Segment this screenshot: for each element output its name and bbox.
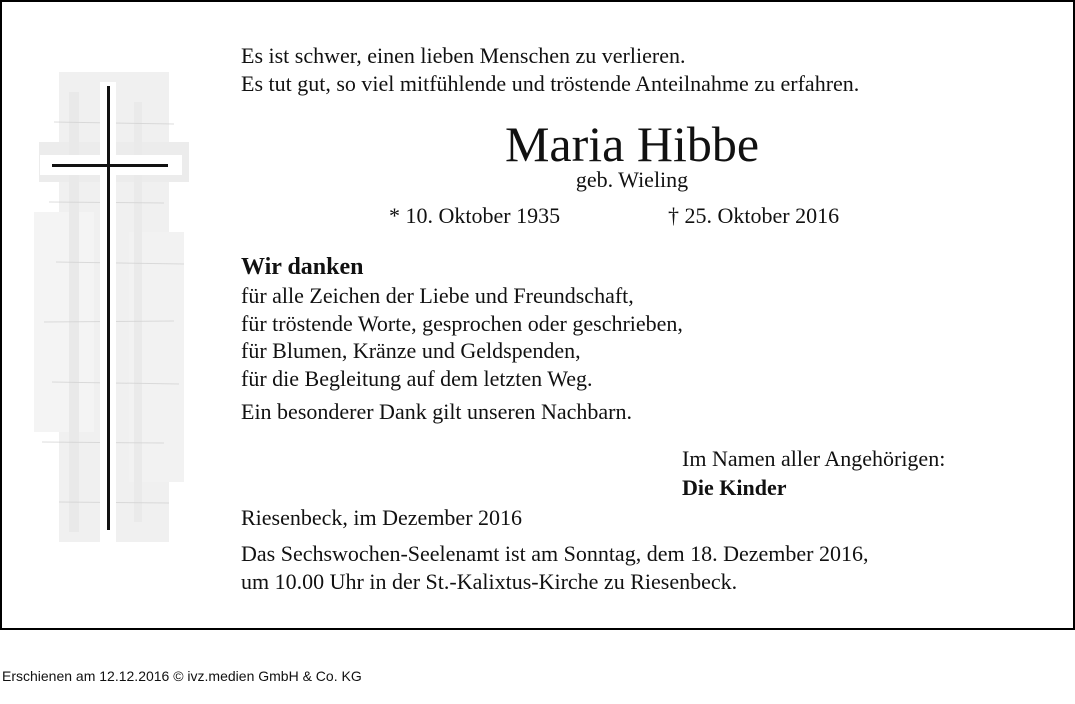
birth-date: * 10. Oktober 1935 xyxy=(389,203,561,228)
mass-line-1: Das Sechswochen-Seelenamt ist am Sonntag, dem 18. Dezember 2016, xyxy=(241,541,869,566)
place-date: Riesenbeck, im Dezember 2016 xyxy=(241,505,523,530)
mass-line-2: um 10.00 Uhr in der St.-Kalixtus-Kirche zu Riesenbeck. xyxy=(241,569,738,594)
list-item: für alle Zeichen der Liebe und Freundschaft, xyxy=(241,283,634,308)
list-item: für Blumen, Kränze und Geldspenden, xyxy=(241,338,581,363)
intro-line-1: Es ist schwer, einen lieben Menschen zu verlieren. xyxy=(241,43,686,68)
thanks-heading: Wir danken xyxy=(241,254,364,280)
publication-footer: Erschienen am 12.12.2016 © ivz.medien GmbH & Co. KG xyxy=(2,668,362,684)
thanks-list xyxy=(241,282,683,392)
special-thanks: Ein besonderer Dank gilt unseren Nachbarn. xyxy=(241,399,632,424)
deceased-name: Maria Hibbe xyxy=(504,116,760,172)
death-date: † 25. Oktober 2016 xyxy=(668,203,840,228)
list-item: für die Begleitung auf dem letzten Weg. xyxy=(241,365,593,391)
birth-name: geb. Wieling xyxy=(575,167,689,192)
list-item: für tröstende Worte, gesprochen oder geschrieben, xyxy=(241,310,683,336)
signoff-line-1: Im Namen aller Angehörigen: xyxy=(682,446,946,471)
signoff-line-2: Die Kinder xyxy=(682,475,787,500)
signoff xyxy=(682,444,945,502)
intro-line-2: Es tut gut, so viel mitfühlende und tröstende Anteilnahme zu erfahren. xyxy=(241,71,860,96)
